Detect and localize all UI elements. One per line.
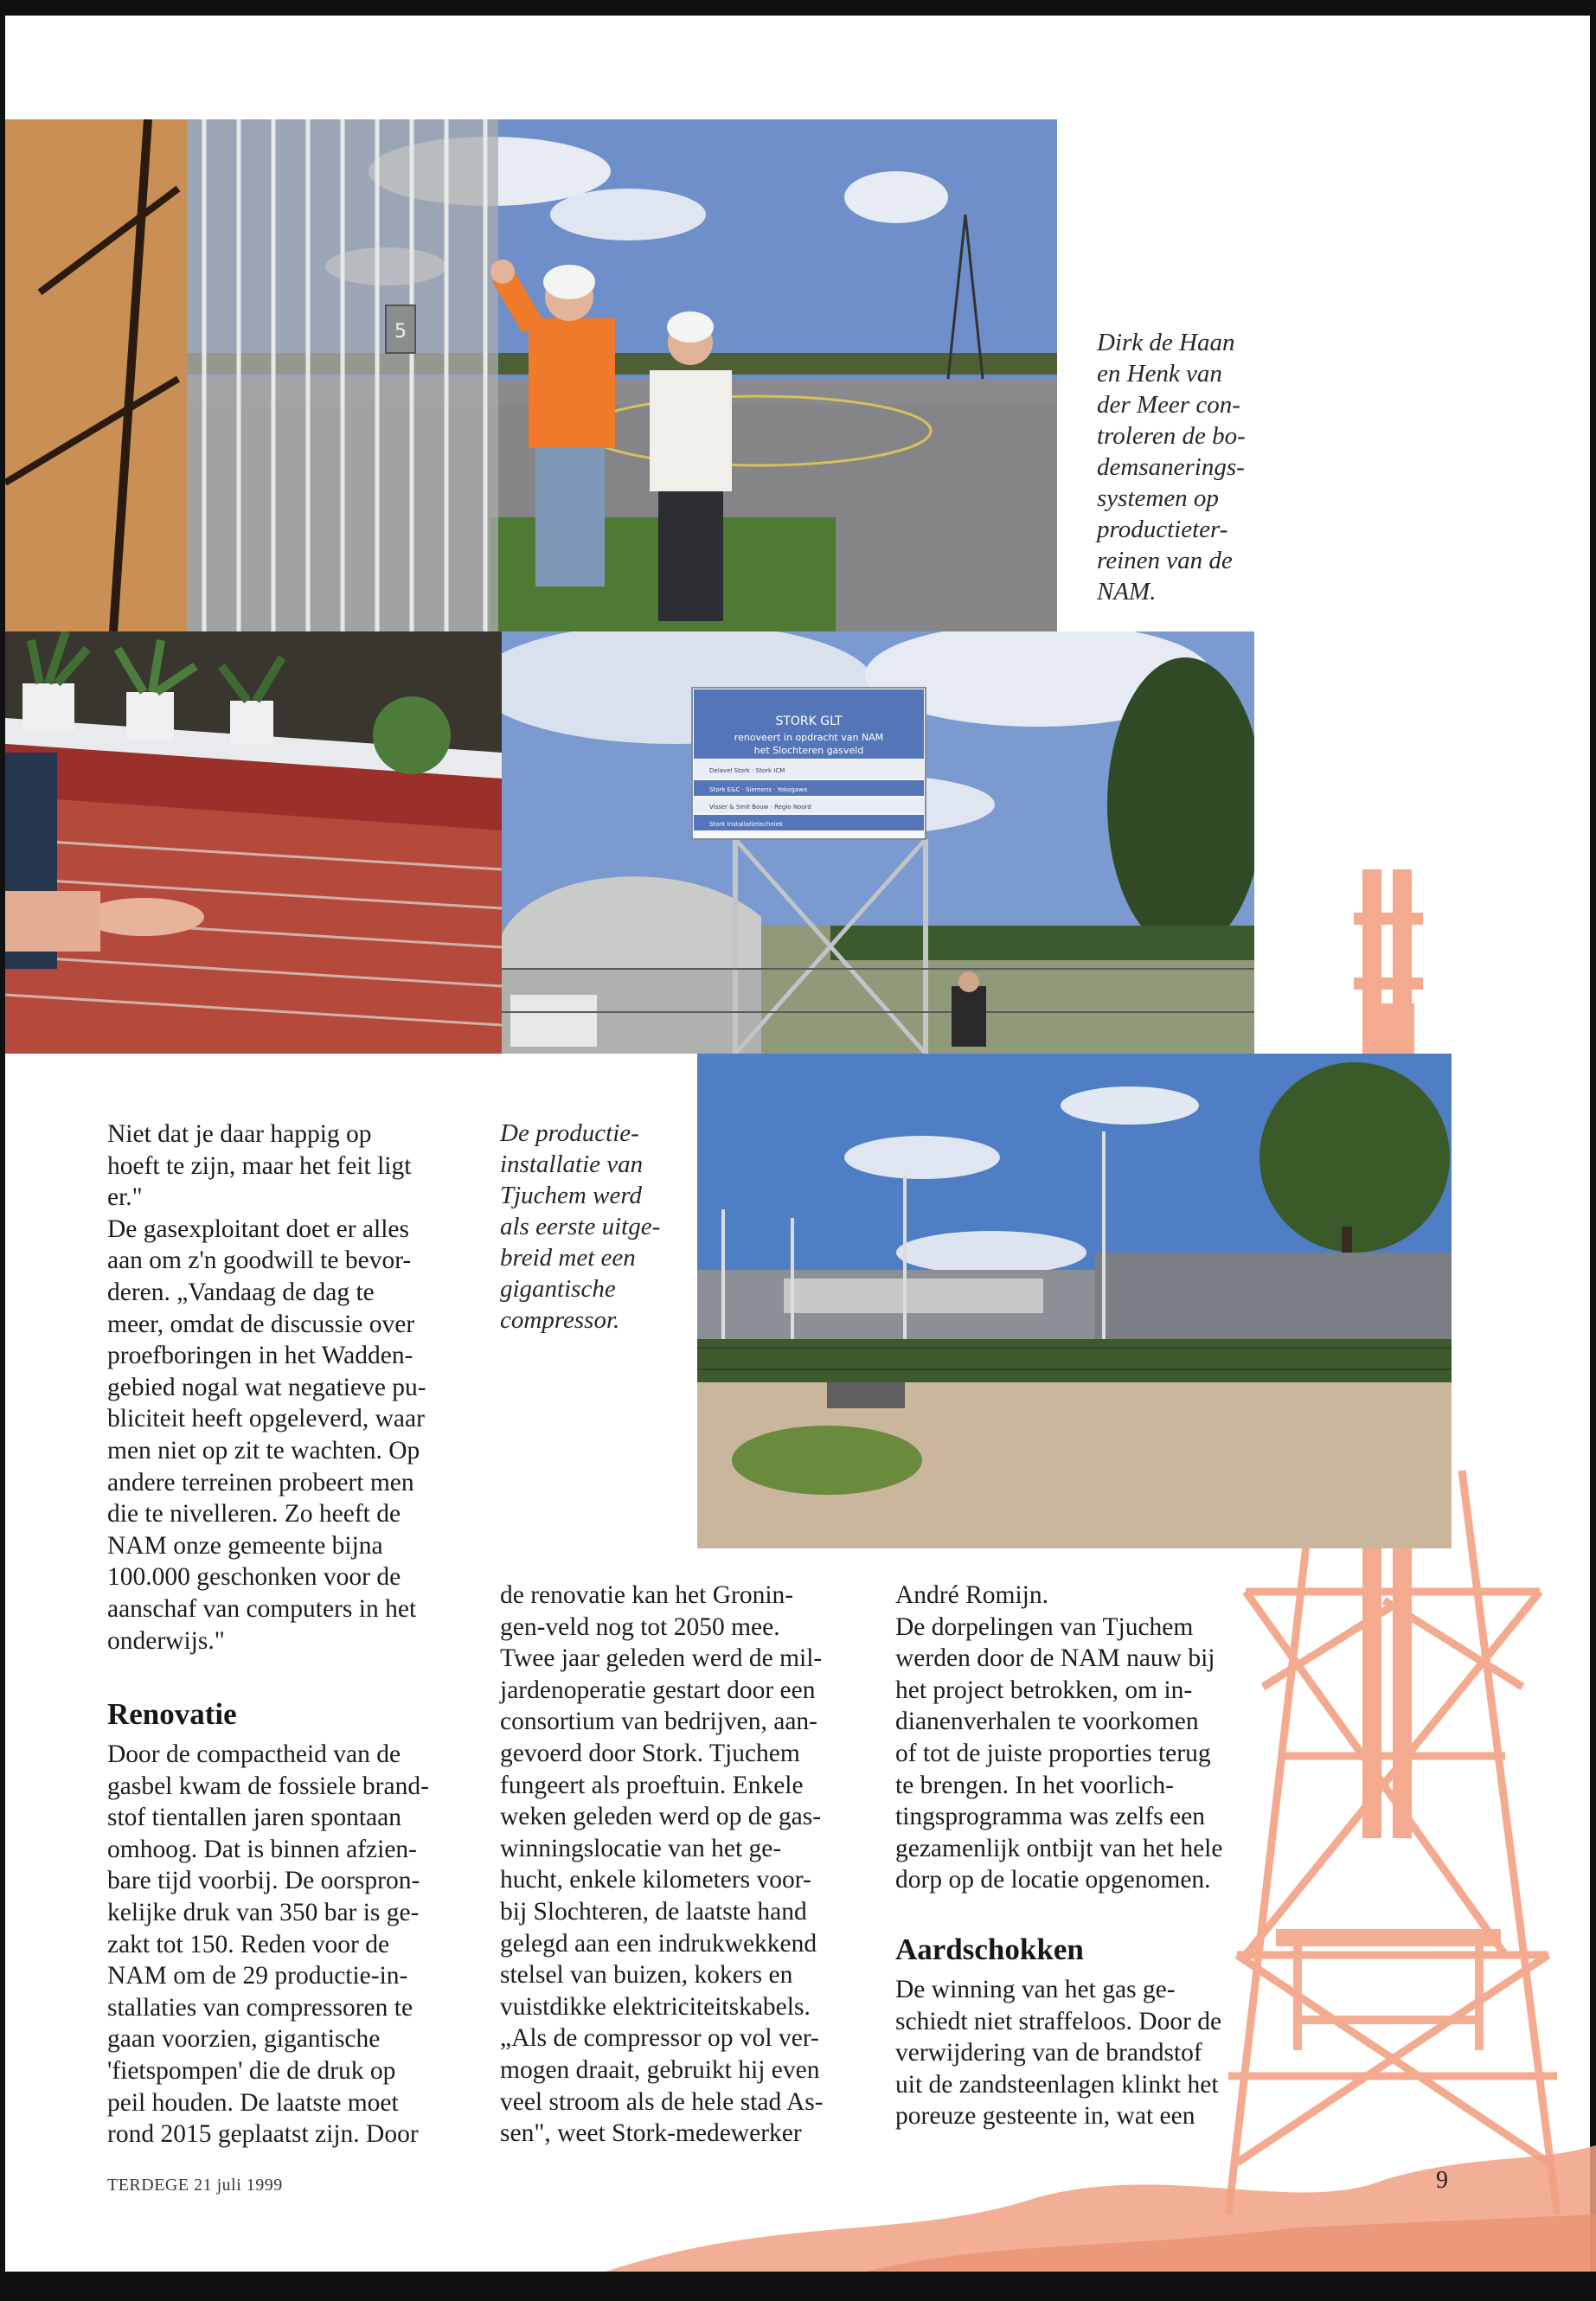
photo-men-at-fence xyxy=(5,119,1057,631)
sign-row-2: Stork E&C · Siemens · Yokogawa xyxy=(709,786,808,793)
col3-paragraph-2: De winning van het gas ge- schiedt niet straffeloos. Door de verwijdering van de brandstof uit de zandsteenlagen klinkt het poreuze gesteente in, wat een xyxy=(895,1975,1222,2131)
heading-renovatie: Renovatie xyxy=(107,1697,237,1732)
sign-line-1: STORK GLT xyxy=(775,715,843,728)
sign-line-2: renoveert in opdracht van NAM xyxy=(734,732,884,743)
page-number: 9 xyxy=(1436,2167,1448,2194)
heading-aardschokken: Aardschokken xyxy=(895,1932,1084,1966)
col3-paragraph-1: André Romijn. De dorpelingen van Tjuchem werden door de NAM nauw bij het project betrokken, om in- dianenverhalen te voorkomen of tot de juiste proporties terug te brengen. In het voorlich- tingsprogramma was zelfs een gezamenlijk ontbijt van het hele dorp op de locatie opgenomen. xyxy=(895,1581,1223,1894)
sign-row-4: Stork Installatietechniek xyxy=(709,821,784,828)
caption-photo-men: Dirk de Haan en Henk van der Meer con- troleren de bo- demsanerings- systemen op productieter- reinen van de NAM. xyxy=(1097,329,1246,606)
scan-border-bottom xyxy=(0,2272,1596,2301)
sign-row-1: Delavel Stork · Stork ICM xyxy=(709,767,785,774)
photo-production-installation xyxy=(697,1054,1452,1548)
article-column-1 xyxy=(107,1118,429,2150)
col1-paragraph-2: Door de compactheid van de gasbel kwam de fossiele brand- stof tientallen jaren spontaan omhoog. Dat is binnen afzien- bare tijd voorbij. De oorspron- kelijke druk van 350 bar is ge- zakt tot 150. Reden voor de NAM om de 29 productie-in- stallaties van compressoren te gaan voorzien, gigantische 'fietspompen' die de druk op peil houden. De laatste moet rond 2015 geplaatst zijn. Door xyxy=(107,1740,429,2149)
footer-publication: TERDEGE 21 juli 1999 xyxy=(107,2176,283,2195)
sign-row-3: Visser & Smit Bouw · Regio Noord xyxy=(709,804,811,811)
article-column-2 xyxy=(500,1580,824,2150)
fence-sign-number: 5 xyxy=(394,321,407,343)
sign-line-3: het Slochteren gasveld xyxy=(753,745,864,756)
col1-paragraph-1: Niet dat je daar happig op hoeft te zijn, maar het feit ligt er." De gasexploitant doet er alles aan om z'n goodwill te bevor- deren. „Vandaag de dag te meer, omdat de discussie over proefboringen in het Wadden- gebied nogal wat negatieve pu- bliciteit heeft opgeleverd, waar men niet op zit te wachten. Op andere terreinen probeert men die te nivelleren. Zo heeft de NAM onze gemeente bijna 100.000 geschonken voor de aanschaf van computers in het onderwijs." xyxy=(107,1120,426,1655)
article-column-3 xyxy=(895,1580,1222,2132)
photo-stork-sign-site xyxy=(502,631,1254,1054)
caption-production-installation: De productie- installatie van Tjuchem werd als eerste uitge- breid met een gigantische compressor. xyxy=(500,1119,661,1334)
photo-window-brick-wall xyxy=(5,631,502,1054)
col2-paragraph-1: de renovatie kan het Gronin- gen-veld nog tot 2050 mee. Twee jaar geleden werd de mil- jardenoperatie gestart door een consortium van bedrijven, aan- gevoerd door Stork. Tjuchem fungeert als proeftuin. Enkele weken geleden werd op de gas- winningslocatie van het ge- hucht, enkele kilometers voor- bij Slochteren, de laatste hand gelegd aan een indrukwekkend stelsel van buizen, kokers en vuistdikke elektriciteitskabels. „Als de compressor op vol ver- mogen draait, gebruikt hij even veel stroom als de hele stad As- sen", weet Stork-medewerker xyxy=(500,1581,824,2148)
